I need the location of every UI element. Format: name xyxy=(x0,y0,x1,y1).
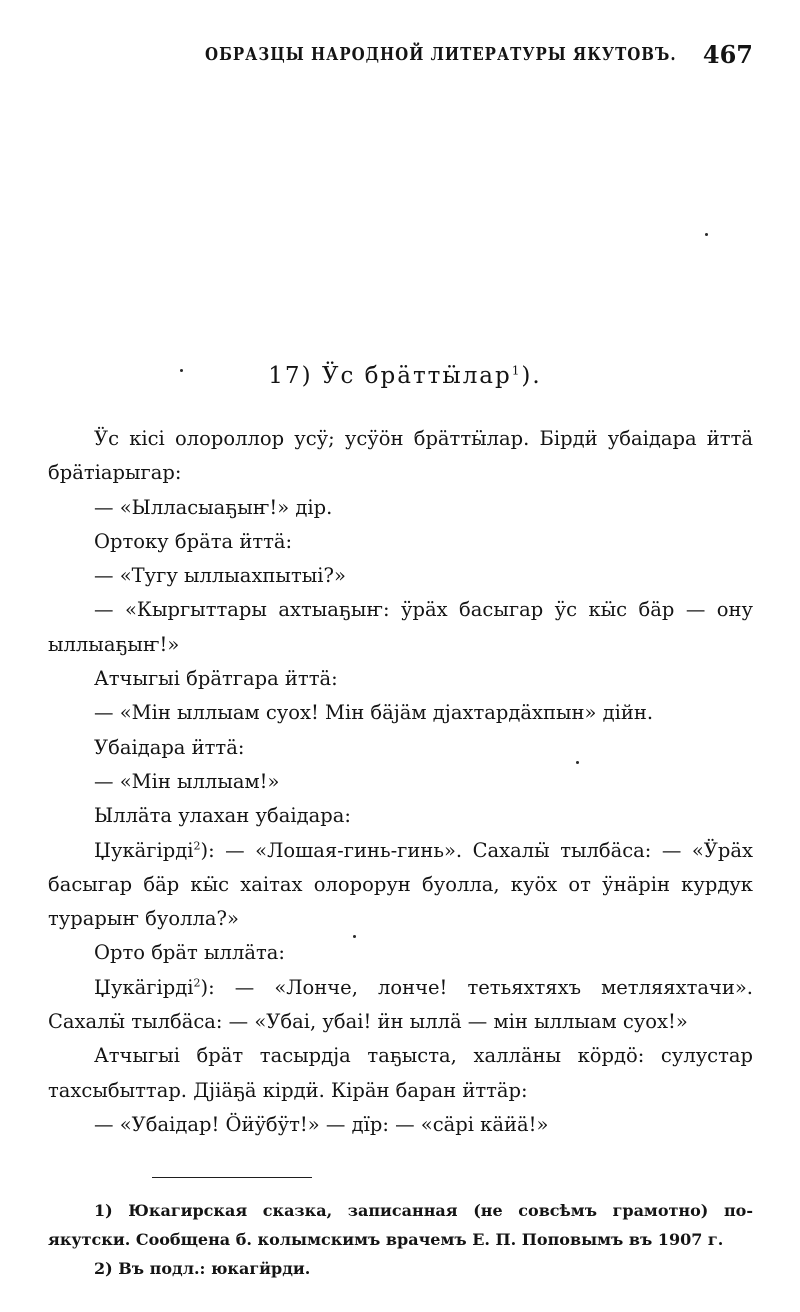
paragraph: Ӱс кісі олороллор усӱ; усӱӧн брӓттӹлар. Бірдӥ убаідара ӥттӓ брӓтіарыгар: xyxy=(48,427,753,485)
paragraph: Ыллӓта улахан убаідара: xyxy=(94,804,351,828)
footnote-ref-1: 1 xyxy=(511,363,522,378)
paragraph: Атчыгыі брӓтгара ӥттӓ: xyxy=(94,667,338,691)
paragraph: Орто брӓт ыллӓта: xyxy=(94,941,285,965)
running-head: ОБРАЗЦЫ НАРОДНОЙ ЛИТЕРАТУРЫ ЯКУТОВЪ. xyxy=(205,44,677,65)
paragraph: — «Убаідар! Ӧӥӱбӱт!» — дїр: — «сӓрі кӓӥӓ!» xyxy=(94,1112,549,1136)
paragraph: — «Ыллаcыаҕыҥ!» дір. xyxy=(94,495,333,519)
paragraph: Ортоку брӓта ӥттӓ: xyxy=(94,529,293,553)
page-number: 467 xyxy=(702,40,753,69)
song-text: ): — «Лошая-гинь-гинь». Сахалӹ тылбӓса: — «Ӱрӓх басыгар бӓр кӹс хаітах олорорун буолла, куӧх от ӱнӓрін курдук турарыҥ буолла?» xyxy=(48,838,753,931)
paragraph: — «Тугу ыллыахпытыі?» xyxy=(94,564,346,588)
footnote-divider xyxy=(152,1177,312,1178)
ink-speck xyxy=(705,233,708,236)
footnote-1: 1) Юкагирская сказка, записанная (не совсѣмъ грамотно) по-якутски. Сообщена б. колымскимъ врачемъ Е. П. Поповымъ въ 1907 г. xyxy=(48,1201,753,1249)
footnotes xyxy=(48,1196,753,1283)
story-title-text: 17) Ӱс брӓттӹлар xyxy=(268,363,512,389)
song-paragraph-2 xyxy=(48,971,753,1040)
paragraph: Убаідара ӥттӓ: xyxy=(94,735,245,759)
song-label: Џукӓгірді xyxy=(94,838,194,862)
song-paragraph-1 xyxy=(48,834,753,937)
footnote-ref-2: 2 xyxy=(193,839,201,853)
footnote-ref-2: 2 xyxy=(193,976,201,990)
footnote-2: 2) Въ подл.: юкагӥрди. xyxy=(94,1259,311,1278)
story-title xyxy=(0,363,800,389)
paragraph: — «Мін ыллыам суох! Мін бӓјӓм дјахтардӓхпын» дійн. xyxy=(94,701,654,725)
paragraph: — «Кыргыттары ахтыаҕыҥ: ӱрӓх басыгар ӱс кӹс бӓр — ону ыллыаҕыҥ!» xyxy=(48,598,753,656)
story-text xyxy=(48,422,753,1142)
paragraph: Атчыгыі брӓт тасырдја таҕыста, халлӓны кӧрдӧ: сулустар тахсыбыттар. Дјіӓҕӓ кірдӥ. Кірӓн баран ӥттӓр: xyxy=(48,1044,753,1102)
song-text: ): — «Лонче, лонче! тетьяхтяхъ метляяхтачи». Сахалӹ тылбӓса: — «Убаі, убаі! ӥн ыллӓ — мін ыллыам суох!» xyxy=(48,975,753,1034)
paragraph: — «Мін ыллыам!» xyxy=(94,769,280,793)
song-label: Џукӓгірді xyxy=(94,975,194,999)
story-title-suffix: ). xyxy=(521,363,542,389)
